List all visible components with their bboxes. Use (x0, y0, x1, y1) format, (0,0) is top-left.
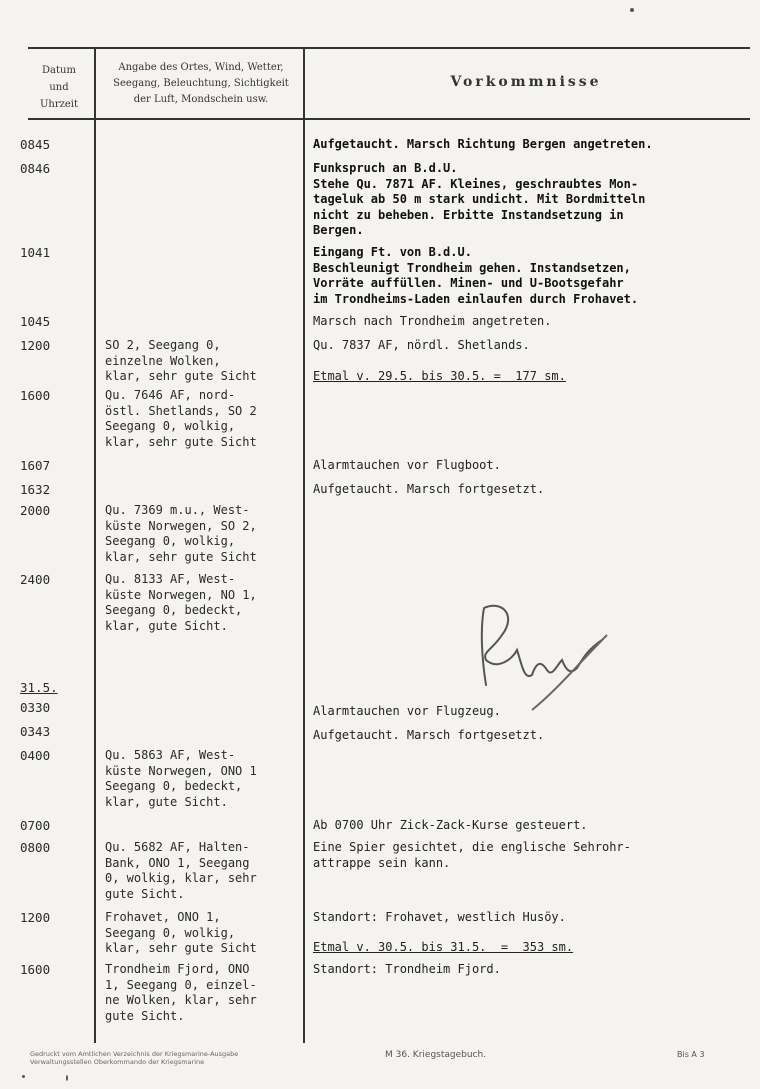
row-time: 1200 (20, 338, 51, 353)
row-time: 2000 (20, 503, 51, 518)
row-time: 1045 (20, 314, 51, 329)
place-weather-column-header: Angabe des Ortes, Wind, Wetter, Seegang, Beleuchtung, Sichtigkeit der Luft, Mondschein usw. (113, 62, 289, 105)
row-event: Standort: Frohavet, westlich Husöy. (313, 910, 566, 924)
row-time: 0330 (20, 700, 51, 715)
row-time: 1041 (20, 245, 51, 260)
date-time-column-header: Datum und Uhrzeit (39, 65, 79, 110)
footer-form-code: Bis A 3 (677, 1050, 705, 1059)
row-event: Aufgetaucht. Marsch fortgesetzt. (313, 482, 545, 496)
row-event: Alarmtauchen vor Flugboot. (313, 458, 501, 472)
row-place: SO 2, Seegang 0, einzelne Wolken, klar, sehr gute Sicht (105, 338, 257, 383)
footer-form-title: M 36. Kriegstagebuch. (385, 1050, 487, 1060)
row-place: Trondheim Fjord, ONO 1, Seegang 0, einzel- ne Wolken, klar, sehr gute Sicht. (105, 962, 257, 1023)
row-event: Alarmtauchen vor Flugzeug. (313, 704, 501, 718)
row-time: 1607 (20, 458, 51, 473)
row-time: 1632 (20, 482, 51, 497)
row-place: Frohavet, ONO 1, Seegang 0, wolkig, klar, sehr gute Sicht (105, 910, 257, 955)
row-event: Marsch nach Trondheim angetreten. (313, 314, 552, 328)
top-rule (28, 47, 750, 49)
row-time: 1200 (20, 910, 51, 925)
etmal-day-run: Etmal v. 29.5. bis 30.5. = 177 sm. (313, 369, 566, 383)
row-place: Qu. 7369 m.u., West- küste Norwegen, SO 2, Seegang 0, wolkig, klar, sehr gute Sicht (105, 503, 257, 564)
footer-printer-note: Gedruckt vom Amtlichen Verzeichnis der Kriegsmarine-Ausgabe Verwaltungsstellen Oberkommando der Kriegsmarine (30, 1050, 239, 1066)
row-time: 0343 (20, 724, 51, 739)
row-time: 0700 (20, 818, 51, 833)
row-place: Qu. 5682 AF, Halten- Bank, ONO 1, Seegang 0, wolkig, klar, sehr gute Sicht. (105, 840, 257, 901)
row-time: 1600 (20, 388, 51, 403)
scan-speck (66, 1075, 68, 1081)
row-event: Aufgetaucht. Marsch fortgesetzt. (313, 728, 545, 742)
row-place: Qu. 7646 AF, nord- östl. Shetlands, SO 2 Seegang 0, wolkig, klar, sehr gute Sicht (105, 388, 257, 449)
header-bottom-rule (28, 118, 750, 120)
row-time: 0800 (20, 840, 51, 855)
events-column-header: Vorkommnisse (450, 74, 602, 90)
date-marker: 31.5. (20, 680, 58, 695)
row-event: Ab 0700 Uhr Zick-Zack-Kurse gesteuert. (313, 818, 588, 832)
etmal-day-run: Etmal v. 30.5. bis 31.5. = 353 sm. (313, 940, 574, 954)
scan-speck (22, 1075, 25, 1078)
row-time: 2400 (20, 572, 51, 587)
row-place: Qu. 5863 AF, West- küste Norwegen, ONO 1 Seegang 0, bedeckt, klar, gute Sicht. (105, 748, 257, 809)
row-time: 0845 (20, 137, 51, 152)
row-event: Aufgetaucht. Marsch Richtung Bergen angetreten. (313, 137, 653, 151)
row-time: 1600 (20, 962, 51, 977)
scan-speck (630, 8, 634, 12)
row-event: Eine Spier gesichtet, die englische Sehrohr- attrappe sein kann. (313, 840, 631, 870)
row-event: Qu. 7837 AF, nördl. Shetlands. (313, 338, 530, 352)
row-time: 0846 (20, 161, 51, 176)
row-event: Funkspruch an B.d.U. Stehe Qu. 7871 AF. Kleines, geschraubtes Mon- tageluk ab 50 m stark undicht. Mit Bordmitteln nicht zu beheben. Erbitte Instandsetzung in Bergen. (313, 161, 646, 237)
row-time: 0400 (20, 748, 51, 763)
column-divider-1 (94, 49, 96, 1043)
row-event: Standort: Trondheim Fjord. (313, 962, 501, 976)
row-place: Qu. 8133 AF, West- küste Norwegen, NO 1, Seegang 0, bedeckt, klar, gute Sicht. (105, 572, 257, 633)
commander-signature (462, 590, 612, 720)
row-event: Eingang Ft. von B.d.U. Beschleunigt Trondheim gehen. Instandsetzen, Vorräte auffüllen. Minen- und U-Bootsgefahr im Trondheims-Laden einlaufen durch Frohavet. (313, 245, 639, 306)
